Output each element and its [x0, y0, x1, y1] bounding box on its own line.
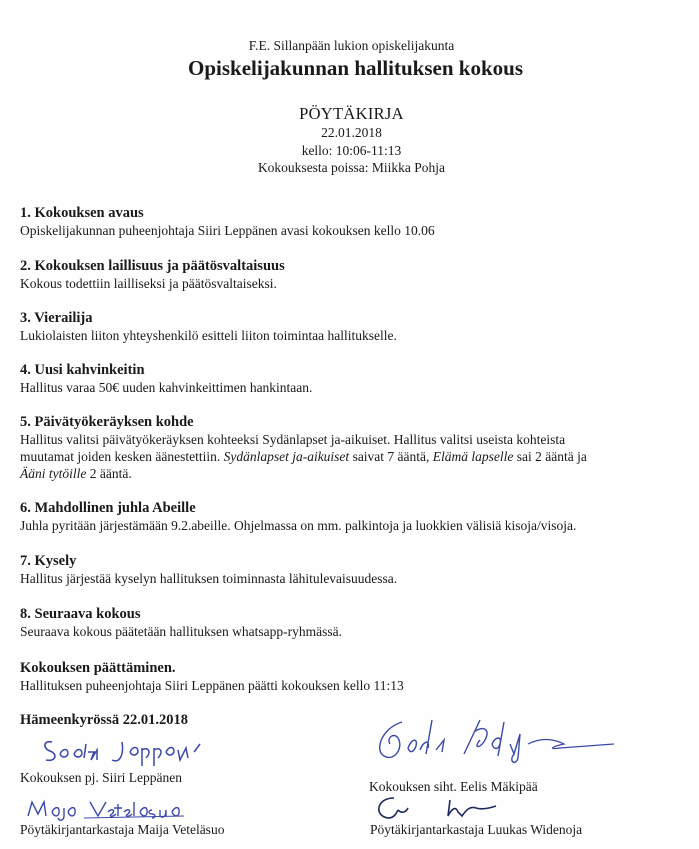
chair-signature-label: Kokouksen pj. Siiri Leppänen [20, 770, 182, 785]
section-body: Seuraava kokous päätetään hallituksen whatsapp-ryhmässä. [20, 624, 343, 639]
absent-members: Kokouksesta poissa: Miikka Pohja [257, 160, 446, 175]
place-and-date: Hämeenkyrössä 22.01.2018 [20, 712, 188, 728]
document-type: PÖYTÄKIRJA [299, 104, 404, 123]
signature-scribble-icon [372, 794, 522, 822]
reviewer2-signature-label: Pöytäkirjantarkastaja Luukas Widenoja [370, 822, 583, 837]
section-body: Hallitus varaa 50€ uuden kahvinkeittimen hankintaan. [20, 380, 313, 395]
section-body-line: Hallitus valitsi päivätyökeräyksen kohteeksi Sydänlapset ja-aikuiset. Hallitus valitsi useista kohteista [20, 432, 566, 447]
section-heading: 3. Vierailija [20, 310, 93, 326]
section-6 [20, 500, 680, 534]
section-4 [20, 362, 680, 396]
section-body: Hallitus järjestää kyselyn hallituksen toiminnasta lähitulevaisuudessa. [20, 571, 398, 586]
section-2 [20, 258, 680, 292]
signature-scribble-icon [24, 796, 194, 822]
document-title: Opiskelijakunnan hallituksen kokous [188, 56, 523, 80]
section-1 [20, 205, 680, 239]
meeting-date: 22.01.2018 [321, 125, 382, 140]
section-body-line: muutamat joiden kesken äänestettiin. Sydänlapset ja-aikuiset saivat 7 ääntä, Elämä lapselle sai 2 ääntä ja [20, 449, 587, 464]
section-body: Lukiolaisten liiton yhteyshenkilö esitteli liiton toimintaa hallitukselle. [20, 328, 397, 343]
reviewer1-signature-label: Pöytäkirjantarkastaja Maija Veteläsuo [20, 822, 225, 837]
section-heading: 4. Uusi kahvinkeitin [20, 362, 145, 378]
section-heading: 6. Mahdollinen juhla Abeille [20, 500, 196, 516]
section-5 [20, 414, 680, 482]
section-heading: 1. Kokouksen avaus [20, 205, 144, 221]
signature-scribble-icon [368, 714, 618, 770]
section-body: Hallituksen puheenjohtaja Siiri Leppänen päätti kokouksen kello 11:13 [20, 678, 404, 693]
section-closing [20, 660, 680, 694]
section-8 [20, 606, 680, 640]
secretary-signature [368, 714, 618, 770]
chair-signature [38, 732, 208, 768]
secretary-signature-label: Kokouksen siht. Eelis Mäkipää [369, 779, 538, 794]
meeting-time: kello: 10:06-11:13 [301, 143, 402, 158]
section-7 [20, 553, 680, 587]
section-body: Kokous todettiin lailliseksi ja päätösvaltaiseksi. [20, 276, 277, 291]
section-heading: 8. Seuraava kokous [20, 606, 141, 622]
section-body: Opiskelijakunnan puheenjohtaja Siiri Leppänen avasi kokouksen kello 10.06 [20, 223, 435, 238]
section-3 [20, 310, 680, 344]
section-heading: 5. Päivätyökeräyksen kohde [20, 414, 194, 430]
section-heading: 7. Kysely [20, 553, 77, 569]
section-body-line: Ääni tytöille 2 ääntä. [20, 466, 132, 481]
section-heading: Kokouksen päättäminen. [20, 660, 176, 676]
reviewer1-signature [24, 796, 194, 822]
organization-name: F.E. Sillanpään lukion opiskelijakunta [248, 38, 455, 53]
section-heading: 2. Kokouksen laillisuus ja päätösvaltaisuus [20, 258, 285, 274]
reviewer2-signature [372, 794, 522, 822]
signature-scribble-icon [38, 732, 208, 768]
section-body: Juhla pyritään järjestämään 9.2.abeille. Ohjelmassa on mm. palkintoja ja luokkien välisiä kisoja/visoja. [20, 518, 577, 533]
